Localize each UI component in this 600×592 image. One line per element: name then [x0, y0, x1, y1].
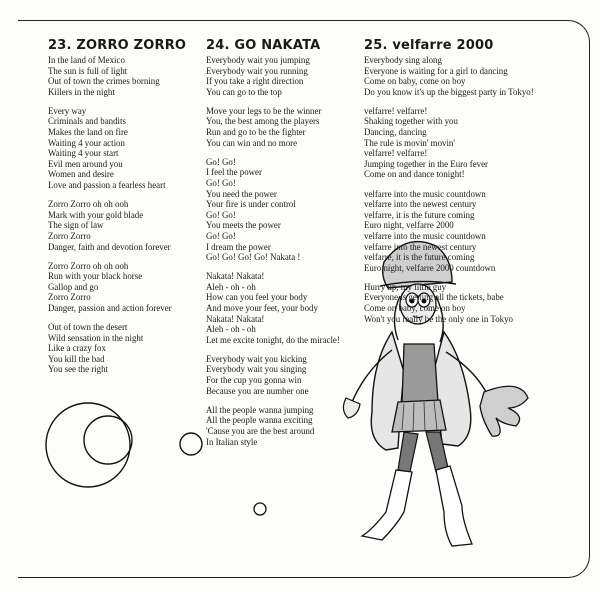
lyric-line: Go! Go!: [206, 156, 236, 167]
lyric-line: Wild sensation in the night: [48, 332, 144, 343]
lyric-line: Evil men around you: [48, 158, 123, 169]
lyric-line: You kill the bad: [48, 353, 105, 364]
lyric-line: Run with your black horse: [48, 271, 143, 282]
lyric-line: Dancing, dancing: [364, 127, 427, 138]
lyric-line: I dream the power: [206, 241, 271, 252]
lyric-line: All the people wanna exciting: [206, 415, 313, 426]
lyric-line: Because you are number one: [206, 385, 309, 396]
lyric-line: Run and go to be the fighter: [206, 127, 306, 138]
lyric-line: For the cup you gonna win: [206, 375, 302, 386]
lyric-stanza: [48, 322, 208, 375]
lyric-line: velfarre! velfarre!: [364, 148, 428, 159]
lyric-line: Zorro Zorro oh oh ooh: [48, 260, 129, 271]
lyric-line: You need the power: [206, 188, 277, 199]
song-title: 24. GO NAKATA: [206, 38, 321, 53]
lyric-line: Criminals and bandits: [48, 116, 126, 127]
song-column-2: [206, 38, 356, 456]
lyric-line: Move your legs to be the winner: [206, 105, 322, 116]
lyric-stanza: [206, 55, 356, 97]
lyric-line: Waiting 4 your action: [48, 137, 125, 148]
lyric-stanza: [364, 282, 574, 324]
lyric-line: Come on baby, come on boy: [364, 302, 466, 313]
lyric-line: I feel the power: [206, 167, 262, 178]
lyric-line: Out of town the crimes borning: [48, 76, 160, 87]
lyric-stanza: [364, 106, 574, 180]
lyric-line: Aleh - oh - oh: [206, 281, 256, 292]
lyric-line: Won't you really be the only one in Tokyo: [364, 313, 513, 324]
lyric-stanza: [206, 354, 356, 396]
lyric-line: Killers in the night: [48, 86, 115, 97]
lyric-line: Everybody wait you singing: [206, 364, 307, 375]
lyric-line: Come on and dance tonight!: [364, 169, 465, 180]
lyric-line: Everyone is getting all the tickets, babe: [364, 292, 504, 303]
lyric-line: Everyone is waiting for a girl to dancing: [364, 65, 508, 76]
lyric-stanza: [364, 189, 574, 274]
lyric-line: Danger, passion and action forever: [48, 302, 172, 313]
lyric-line: Everybody wait you kicking: [206, 353, 307, 364]
lyric-stanza: [206, 405, 356, 447]
lyric-line: Danger, faith and devotion forever: [48, 241, 171, 252]
lyric-line: Go! Go! Go! Go! Nakata !: [206, 252, 301, 263]
lyric-line: Everybody sing along: [364, 55, 442, 65]
lyric-line: The rule is movin' movin': [364, 137, 455, 148]
lyric-line: Nakata! Nakata!: [206, 313, 265, 324]
lyric-line: In Italian style: [206, 436, 258, 447]
lyric-line: Everybody wait you running: [206, 65, 308, 76]
lyric-line: Go! Go!: [206, 177, 236, 188]
lyric-line: Euro night, velfarre 2000 countdown: [364, 262, 496, 273]
lyric-stanza: [48, 106, 208, 191]
lyric-line: Let me excite tonight, do the miracle!: [206, 334, 340, 345]
lyric-line: velfarre into the newest century: [364, 241, 477, 252]
lyric-line: You, the best among the players: [206, 116, 320, 127]
lyric-line: Gallop and go: [48, 281, 99, 292]
lyric-line: Nakata! Nakata!: [206, 271, 265, 282]
lyric-line: velfarre, it is the future coming: [364, 252, 475, 263]
lyric-line: Zorro Zorro: [48, 292, 91, 303]
song-lyrics: [48, 55, 208, 375]
lyric-line: Everybody wait you jumping: [206, 55, 310, 65]
lyric-line: 'Cause you are the best around: [206, 425, 315, 436]
lyric-line: And move your feet, your body: [206, 302, 318, 313]
lyric-line: Euro night, velfarre 2000: [364, 220, 454, 231]
lyric-line: velfarre into the music countdown: [364, 188, 486, 199]
lyric-line: Zorro Zorro: [48, 230, 91, 241]
lyric-line: How can you feel your body: [206, 292, 308, 303]
lyric-line: In the land of Mexico: [48, 55, 125, 65]
lyric-line: Shaking together with you: [364, 116, 458, 127]
lyric-line: You see the right: [48, 364, 108, 375]
lyric-stanza: [364, 55, 574, 97]
song-lyrics: [364, 55, 574, 324]
lyric-stanza: [48, 199, 208, 252]
lyric-line: Your fire is under control: [206, 199, 296, 210]
lyric-line: Go! Go!: [206, 209, 236, 220]
lyric-line: The sign of law: [48, 220, 104, 231]
lyric-line: Waiting 4 your start: [48, 148, 119, 159]
lyric-line: The sun is full of light: [48, 65, 128, 76]
lyric-line: Women and desire: [48, 169, 114, 180]
lyric-stanza: [206, 106, 356, 148]
lyric-line: If you take a right direction: [206, 76, 304, 87]
song-title: 23. ZORRO ZORRO: [48, 38, 187, 53]
lyric-line: You can win and no more: [206, 137, 298, 148]
lyric-line: Makes the land on fire: [48, 127, 128, 138]
lyric-stanza: [206, 157, 356, 263]
lyric-line: Like a crazy fox: [48, 343, 106, 354]
lyric-stanza: [48, 261, 208, 314]
lyric-line: All the people wanna jumping: [206, 404, 314, 415]
lyric-line: Aleh - oh - oh: [206, 324, 256, 335]
lyric-line: Hurry up, my little guy: [364, 281, 447, 292]
lyric-stanza: [48, 55, 208, 97]
lyric-line: velfarre! velfarre!: [364, 105, 428, 116]
lyric-line: velfarre, it is the future coming: [364, 209, 475, 220]
lyric-line: velfarre into the newest century: [364, 199, 477, 210]
lyric-line: Go! Go!: [206, 230, 236, 241]
lyric-line: Out of town the desert: [48, 322, 128, 333]
lyric-line: Jumping together in the Euro fever: [364, 158, 488, 169]
lyric-stanza: [206, 271, 356, 345]
song-lyrics: [206, 55, 356, 447]
lyric-line: Do you know it's up the biggest party in Tokyo!: [364, 86, 534, 97]
lyric-line: velfarre into the music countdown: [364, 230, 486, 241]
lyric-line: Love and passion a fearless heart: [48, 180, 166, 191]
lyric-line: Come on baby, come on boy: [364, 76, 466, 87]
song-column-3: [364, 38, 574, 333]
song-title: 25. velfarre 2000: [364, 38, 494, 53]
lyric-line: You can go to the top: [206, 86, 282, 97]
lyric-line: Zorro Zorro oh oh ooh: [48, 199, 129, 210]
lyric-line: Mark with your gold blade: [48, 209, 144, 220]
lyric-line: You meets the power: [206, 220, 281, 231]
lyric-line: Every way: [48, 105, 87, 116]
song-column-1: [48, 38, 208, 384]
